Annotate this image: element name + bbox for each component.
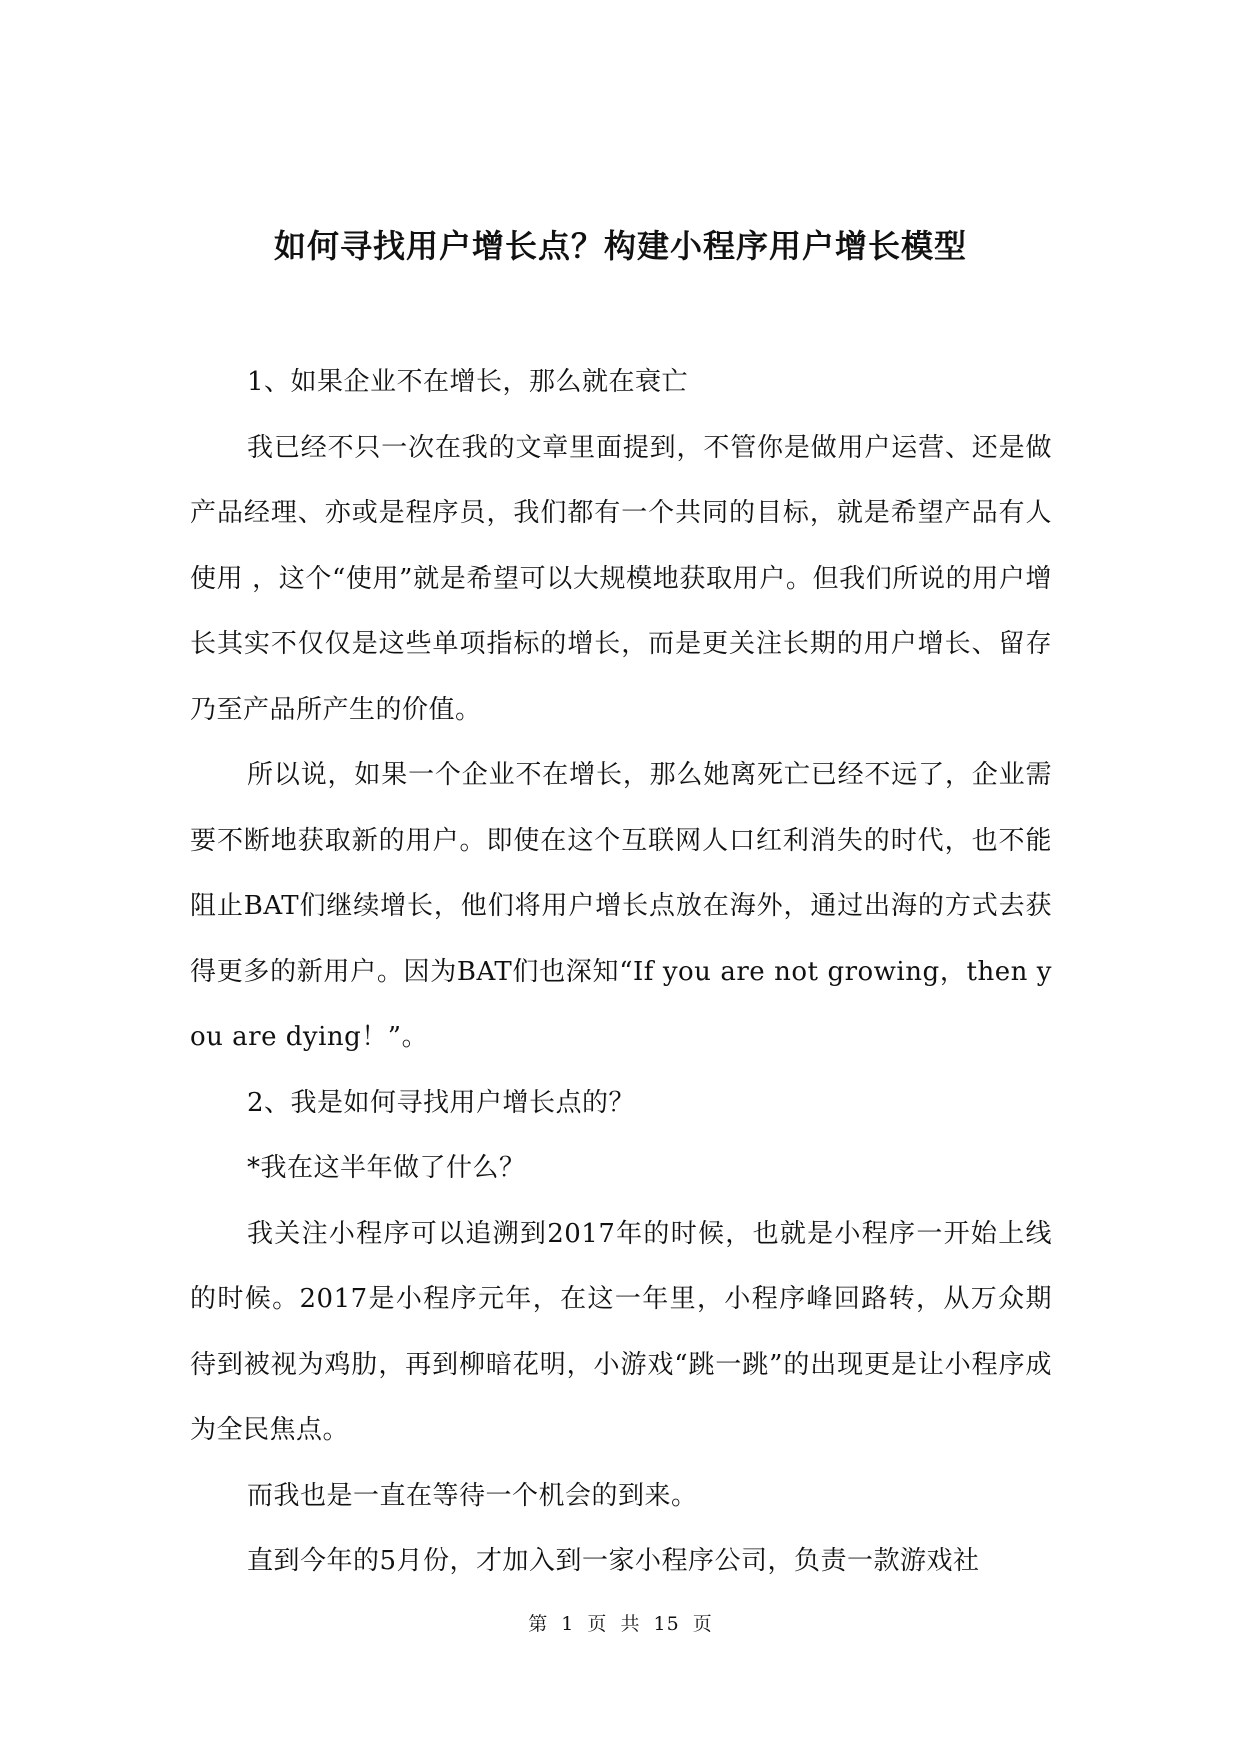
- document-body: [190, 350, 1052, 1595]
- section-heading-1: 1、如果企业不在增长，那么就在衰亡: [247, 367, 689, 397]
- page-number-footer: 第 1 页 共 15 页: [528, 1613, 713, 1635]
- sub-heading: *我在这半年做了什么？: [247, 1153, 526, 1183]
- body-paragraph: 我已经不只一次在我的文章里面提到，不管你是做用户运营、还是做产品经理、亦或是程序员，我们都有一个共同的目标，就是希望产品有人使用 ，这个“使用”就是希望可以大规模地获取用户。但我们所说的用户增长其实不仅仅是这些单项指标的增长，而是更关注长期的用户增长、留存乃至产品所产生的价值。: [190, 432, 1052, 725]
- section-heading-2: 2、我是如何寻找用户增长点的？: [247, 1087, 636, 1118]
- body-paragraph: 而我也是一直在等待一个机会的到来。: [247, 1480, 698, 1511]
- document-title: 如何寻找用户增长点？构建小程序用户增长模型: [273, 227, 967, 265]
- body-paragraph: 所以说，如果一个企业不在增长，那么她离死亡已经不远了，企业需要不断地获取新的用户。即使在这个互联网人口红利消失的时代，也不能阻止BAT们继续增长，他们将用户增长点放在海外，通过出海的方式去获得更多的新用户。因为BAT们也深知“If you are not growing，then you are dying！”。: [190, 760, 1052, 1052]
- body-paragraph: 我关注小程序可以追溯到2017年的时候，也就是小程序一开始上线的时候。2017是小程序元年，在这一年里，小程序峰回路转，从万众期待到被视为鸡肋，再到柳暗花明，小游戏“跳一跳”的出现更是让小程序成为全民焦点。: [190, 1218, 1052, 1445]
- body-paragraph: 直到今年的5月份，才加入到一家小程序公司，负责一款游戏社: [247, 1546, 980, 1576]
